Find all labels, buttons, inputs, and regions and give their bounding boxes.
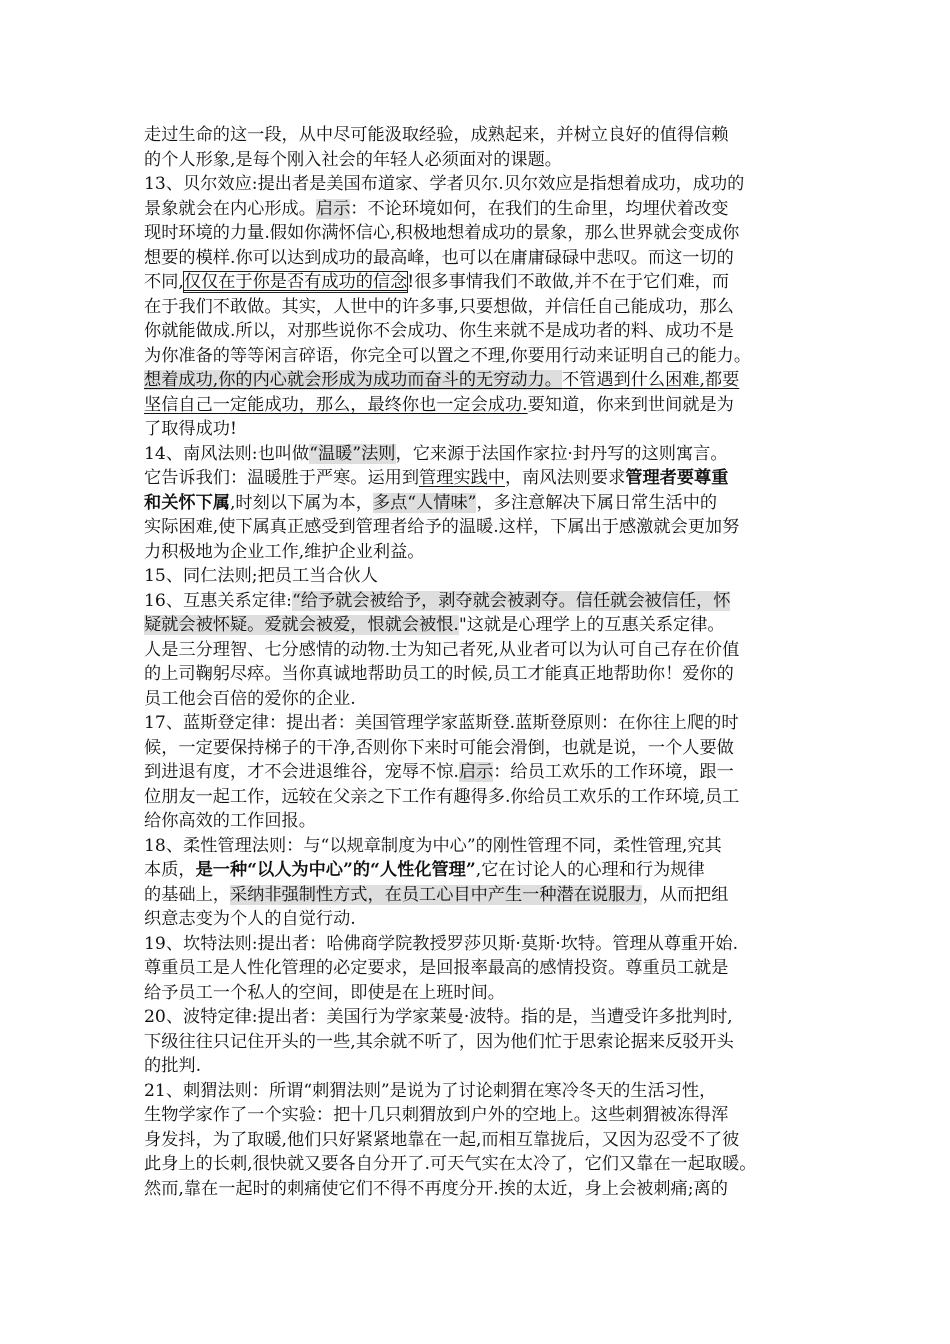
text-run: “给予就会被给予，剥夺就会被剥夺。信任就会被信任，怀 bbox=[291, 590, 731, 611]
text-run: 给予员工一个私人的空间，即使是在上班时间。 bbox=[144, 982, 505, 1003]
text-line bbox=[144, 883, 824, 908]
text-run: 了取得成功! bbox=[144, 419, 237, 439]
text-line bbox=[144, 687, 824, 712]
text-run: 是一种“以人为中心”的“人性化管理” bbox=[195, 860, 476, 880]
text-line bbox=[144, 1128, 824, 1153]
text-run: ，多注意解决下属日常生活中的 bbox=[476, 492, 718, 513]
text-run: 身发抖，为了取暖,他们只好紧紧地靠在一起,而相互靠拢后，又因为忍受不了彼 bbox=[144, 1129, 740, 1150]
text-run: 坚信自己一定能成功，那么，最终你也一定会成功. bbox=[144, 394, 528, 415]
text-line bbox=[144, 1054, 824, 1079]
text-run: 17、蓝斯登定律：提出者：美国管理学家蓝斯登.蓝斯登原则：在你往上爬的时 bbox=[144, 713, 739, 733]
text-line bbox=[144, 515, 824, 540]
text-line bbox=[144, 148, 824, 173]
text-line bbox=[144, 760, 824, 785]
text-run: 力积极地为企业工作,维护企业利益。 bbox=[144, 541, 425, 562]
text-run: ，它来源于法国作家拉·封丹写的这则寓言。 bbox=[395, 443, 728, 464]
text-line bbox=[144, 785, 824, 810]
text-run: ，南风法则要求 bbox=[504, 468, 626, 488]
text-run: 仅仅在于你是否有成功的信念 bbox=[183, 272, 408, 292]
text-line bbox=[144, 393, 824, 418]
text-line bbox=[144, 246, 824, 271]
text-run: “温暖”法则 bbox=[309, 443, 396, 464]
text-run: 多点“人情味” bbox=[372, 492, 477, 513]
text-run: 下级往往只记住开头的一些,其余就不听了，因为他们忙于思索论据来反驳开头 bbox=[144, 1031, 734, 1052]
text-run: ：给员工欢乐的工作环境，跟一 bbox=[493, 762, 734, 782]
text-run: 走过生命的这一段，从中尽可能汲取经验，成熟起来，并树立良好的值得信赖 bbox=[144, 125, 729, 145]
text-line bbox=[144, 809, 824, 834]
text-run: 和关怀下属 bbox=[144, 492, 230, 513]
text-line bbox=[144, 932, 824, 957]
text-run: 到进退有度，才不会进退维谷，宠辱不惊. bbox=[144, 762, 459, 782]
text-line bbox=[144, 1152, 824, 1177]
text-run: ，从而把组 bbox=[642, 884, 729, 905]
text-line bbox=[144, 1177, 824, 1202]
text-run: 20、波特定律:提出者：美国行为学家莱曼·波特。指的是，当遭受许多批判时, bbox=[144, 1007, 733, 1027]
text-run: "这就是心理学上的互惠关系定律。 bbox=[458, 615, 725, 635]
text-run: 现时环境的力量.假如你满怀信心,积极地想着成功的景象，那么世界就会变成你 bbox=[144, 223, 740, 243]
text-run: 此身上的长刺,很快就又要各自分开了.可天气实在太冷了，它们又靠在一起取暖。 bbox=[144, 1154, 757, 1174]
text-line bbox=[144, 1030, 824, 1055]
text-run: 本质， bbox=[144, 860, 196, 880]
text-line bbox=[144, 711, 824, 736]
text-run: 要知道，你来到世间就是为 bbox=[527, 394, 734, 415]
text-line bbox=[144, 368, 824, 393]
text-line bbox=[144, 197, 824, 222]
text-line bbox=[144, 564, 824, 589]
text-run: 18、柔性管理法则：与“以规章制度为中心”的刚性管理不同，柔性管理,究其 bbox=[144, 835, 722, 856]
text-line bbox=[144, 589, 824, 614]
text-line bbox=[144, 981, 824, 1006]
text-run: 的上司鞠躬尽瘁。当你真诚地帮助员工的时候,员工才能真正地帮助你！爱你的 bbox=[144, 664, 734, 684]
text-run: 在于我们不敢做。其实，人世中的许多事,只要想做，并信任自己能成功，那么 bbox=[144, 296, 734, 317]
text-run: 织意志变为个人的自觉行动. bbox=[144, 909, 356, 929]
document-body bbox=[144, 123, 824, 1201]
text-line bbox=[144, 540, 824, 565]
text-run: 人是三分理智、七分感情的动物.士为知己者死,从业者可以为认可自己存在价值 bbox=[144, 639, 740, 660]
text-line bbox=[144, 221, 824, 246]
text-run: 生物学家作了一个实验：把十几只刺猬放到户外的空地上。这些刺猬被冻得浑 bbox=[144, 1105, 729, 1125]
text-run: 的批判. bbox=[144, 1056, 202, 1076]
text-run: !很多事情我们不敢做,并不在于它们难，而 bbox=[407, 272, 730, 292]
text-run: 你就能做成.所以，对那些说你不会成功、你生来就不是成功者的料、成功不是 bbox=[144, 321, 734, 341]
text-line bbox=[144, 858, 824, 883]
text-run: 19、坎特法则:提出者：哈佛商学院教授罗莎贝斯·莫斯·坎特。管理从尊重开始. bbox=[144, 933, 739, 954]
text-run: 13、贝尔效应:提出者是美国布道家、学者贝尔.贝尔效应是指想着成功，成功的 bbox=[144, 174, 745, 194]
text-line bbox=[144, 466, 824, 491]
text-run: 候，一定要保持梯子的干净,否则你下来时可能会滑倒，也就是说，一个人要做 bbox=[144, 737, 734, 758]
text-run: 14、南风法则:也叫做 bbox=[144, 443, 310, 464]
text-run: 为你准备的等等闲言碎语，你完全可以置之不理,你要用行动来证明自己的能力。 bbox=[144, 345, 752, 366]
text-run: 位朋友一起工作，远较在父亲之下工作有趣得多.你给员工欢乐的工作环境,员工 bbox=[144, 786, 740, 807]
text-line bbox=[144, 319, 824, 344]
text-run: 给你高效的工作回报。 bbox=[144, 811, 316, 831]
text-run: 实际困难,使下属真正感受到管理者给予的温暖.这样，下属出于感激就会更加努 bbox=[144, 517, 740, 537]
text-run: 不同, bbox=[144, 272, 184, 292]
text-run: 景象就会在内心形成。 bbox=[144, 198, 316, 219]
text-run: 疑就会被怀疑。爱就会被爱，恨就会被恨. bbox=[144, 615, 459, 635]
text-line bbox=[144, 1079, 824, 1104]
text-run: 15、同仁法则;把员工当合伙人 bbox=[144, 566, 378, 586]
text-line bbox=[144, 834, 824, 859]
text-run: 想着成功,你的内心就会形成为成功而奋斗的无穷动力。 bbox=[144, 370, 562, 390]
text-run: 的基础上， bbox=[144, 884, 230, 905]
text-run: 它告诉我们：温暖胜于严寒。运用到 bbox=[144, 468, 420, 488]
text-run: 管理者要尊重 bbox=[625, 468, 729, 488]
text-run: 采纳非强制性方式，在员工心目中产生一种潜在说服力 bbox=[229, 884, 643, 905]
text-run: 21、刺猬法则：所谓“刺猬法则”是说为了讨论刺猬在寒冷冬天的生活习性， bbox=[144, 1080, 717, 1101]
text-run: 然而,靠在一起时的刺痛使它们不得不再度分开.挨的太近，身上会被刺痛;离的 bbox=[144, 1178, 728, 1199]
text-line bbox=[144, 1103, 824, 1128]
text-run: 16、互惠关系定律: bbox=[144, 590, 292, 611]
text-line bbox=[144, 270, 824, 295]
text-line bbox=[144, 491, 824, 516]
text-line bbox=[144, 123, 824, 148]
text-line bbox=[144, 442, 824, 467]
text-run: 尊重员工是人性化管理的必定要求，是回报率最高的感情投资。尊重员工就是 bbox=[144, 958, 729, 978]
text-line bbox=[144, 613, 824, 638]
text-run: ：不论环境如何，在我们的生命里，均埋伏着改变 bbox=[350, 198, 729, 219]
text-line bbox=[144, 662, 824, 687]
text-line bbox=[144, 344, 824, 369]
text-run: 管理实践中 bbox=[419, 468, 505, 488]
text-run: ,它在讨论人的心理和行为规律 bbox=[475, 860, 705, 880]
text-run: ,时刻以下属为本， bbox=[229, 492, 373, 513]
text-run: 想要的模样.你可以达到成功的最高峰，也可以在庸庸碌碌中悲叹。而这一切的 bbox=[144, 247, 734, 268]
text-run: 员工他会百倍的爱你的企业. bbox=[144, 688, 356, 709]
text-line bbox=[144, 1005, 824, 1030]
text-run: 的个人形象,是每个刚入社会的年轻人必须面对的课题。 bbox=[144, 149, 562, 170]
text-line bbox=[144, 417, 824, 442]
text-line bbox=[144, 295, 824, 320]
text-line bbox=[144, 638, 824, 663]
text-run: 启示 bbox=[458, 762, 494, 782]
text-line bbox=[144, 736, 824, 761]
text-line bbox=[144, 956, 824, 981]
text-line bbox=[144, 907, 824, 932]
text-run: 启示 bbox=[315, 198, 351, 219]
text-line bbox=[144, 172, 824, 197]
text-run: 不管遇到什么困难,都要 bbox=[561, 370, 740, 390]
